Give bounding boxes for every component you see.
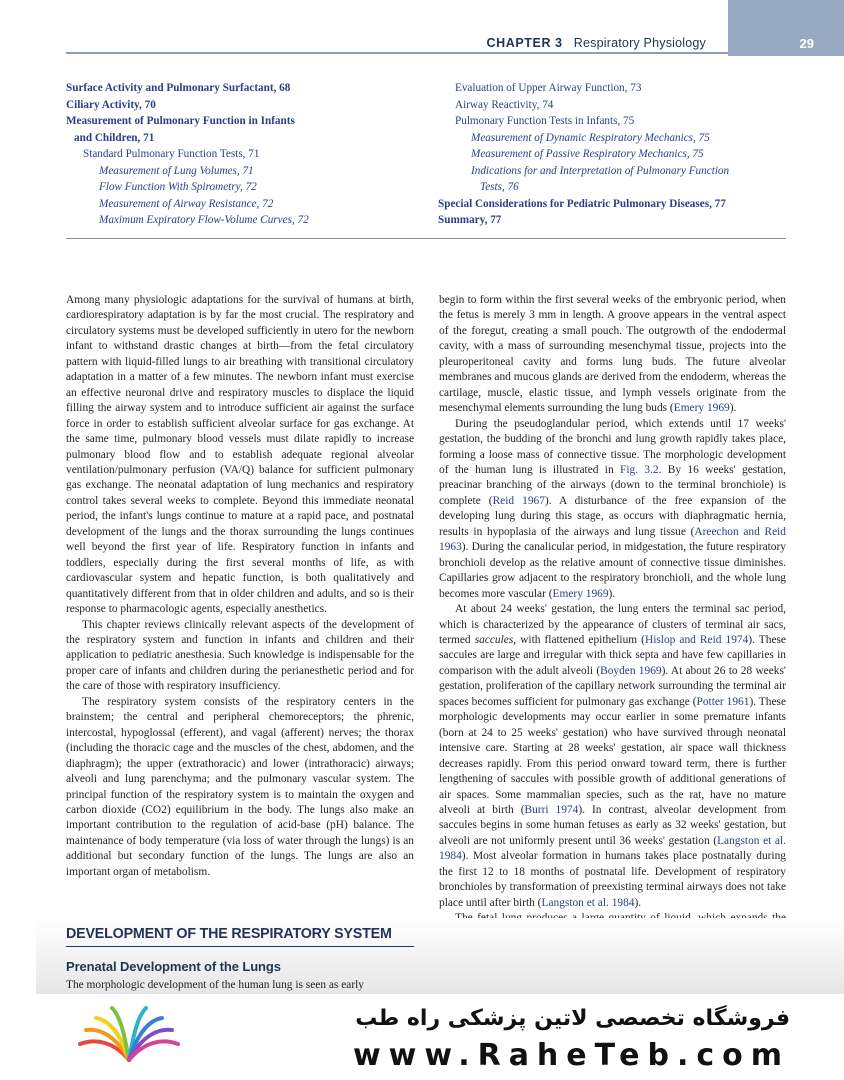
outline-entry[interactable]: Maximum Expiratory Flow-Volume Curves, 72: [99, 214, 309, 226]
citation-link[interactable]: Langston et al. 1984: [541, 896, 635, 909]
page-number-tab: [728, 0, 844, 56]
body-right-column: [439, 293, 786, 957]
paragraph: [439, 293, 786, 417]
text-run: ).: [729, 402, 737, 415]
watermark-footer: [0, 994, 844, 1080]
outline-entry[interactable]: Standard Pulmonary Function Tests, 71: [83, 148, 260, 160]
running-head: [486, 36, 706, 50]
outline-entry[interactable]: Measurement of Passive Respiratory Mechanics, 75: [471, 148, 704, 160]
page-number: 29: [799, 36, 814, 51]
chapter-title: Respiratory Physiology: [573, 36, 706, 50]
chapter-outline: [66, 80, 786, 240]
outline-entry[interactable]: Ciliary Activity, 70: [66, 98, 156, 111]
paragraph: [439, 417, 786, 602]
text-run: ). During the canalicular period, in midgestation, the future respiratory bronchioli develop as the relative amount of connective tissue diminishes. Capillaries grow adjacent to the respiratory bronchioli, and the whole lung becomes more vascular (: [439, 541, 786, 600]
text-run: ). A disturbance of the free expansion of the developing lung during this stage, as occurs with diaphragmatic hernia, results in hypoplasia of the airways and lung tissue (: [439, 494, 786, 538]
watermark-url: www.RaheTeb.com: [352, 1038, 790, 1073]
text-run: , with flattened epithelium (: [513, 633, 645, 646]
outline-entry[interactable]: Special Considerations for Pediatric Pulmonary Diseases, 77: [438, 197, 726, 210]
text-run: . By 16 weeks' gestation, preacinar branching of the airways (down to the terminal bronchiole) is complete (: [439, 463, 786, 507]
outline-entry[interactable]: Measurement of Lung Volumes, 71: [99, 164, 254, 177]
citation-link[interactable]: Emery 1969: [552, 587, 609, 600]
citation-link[interactable]: Boyden 1969: [600, 664, 662, 677]
page-header: [0, 0, 844, 56]
open-book-logo-icon: [74, 1002, 184, 1070]
header-rule: [66, 52, 728, 54]
watermark-text: فروشگاه تخصصی لاتین پزشکی راه طب: [355, 1006, 790, 1031]
emphasis-text: saccules: [474, 633, 514, 646]
text-run: begin to form within the first several weeks of the embryonic period, when the fetus is merely 3 mm in length. A groove appears in the ventral aspect of the foregut, creating a small pouch. The outgrowth of the endodermal cavity, with a mass of surrounding mesenchymal tissue, projects into the pleuroperitoneal cavity and forms lung buds. The future alveolar membranes and mucous glands are derived from the endoderm, whereas the cartilage, muscle, elastic tissue, and lymph vessels originate from the mesenchymal elements surrounding the lung buds (: [439, 294, 786, 415]
text-run: The respiratory system consists of the respiratory centers in the brainstem; the central and peripheral chemoreceptors; the phrenic, intercostal, hypoglossal (efferent), and vagal (afferent) nerves; the thorax (including the thoracic cage and the muscles of the chest, abdomen, and the diaphragm); the upper (extrathoracic) and lower (intrathoracic) airways; alveoli and lung parenchyma; and the pulmonary vascular system. The principal function of the respiratory system is to maintain the oxygen and carbon dioxide (CO2) equilibrium in the body. The lungs also make an important contribution to the regulation of acid-base (pH) balance. The maintenance of body temperature (via loss of water through the lungs) is an additional but secondary function of the lungs. The lungs are also an important organ of metabolism.: [66, 695, 414, 878]
section-heading: DEVELOPMENT OF THE RESPIRATORY SYSTEM: [66, 926, 414, 947]
citation-link[interactable]: Langston et al. 1984: [439, 834, 786, 863]
text-run: Among many physiologic adaptations for the survival of humans at birth, cardiorespiratory adaptation is by far the most crucial. The respiratory and circulatory systems must be developed sufficiently in utero for the newborn infant to withstand drastic changes at birth—from the fetal circulatory pattern with liquid-filled lungs to air breathing with transitional circulatory adaptation in a matter of a few minutes. The newborn infant must exercise an effective neuronal drive and respiratory muscles to displace the liquid filling the airway system and to introduce sufficient air against the surface force in order to establish sufficient alveolar surface for gas exchange. At the same time, pulmonary blood vessels must dilate rapidly to increase pulmonary blood flow and to establish adequate regional alveolar ventilation/pulmonary perfusion (VA/Q) balance for sufficient pulmonary gas exchange. The neonatal adaptation of lung mechanics and respiratory control takes several weeks to complete. Beyond this immediate neonatal period, the infant's lungs continue to mature at a rapid pace, and postnatal development of the lungs and the thorax surrounding the lungs continues well beyond the first year of life. Respiratory function in infants and toddlers, especially during the first several months of life, as with cardiovascular system and hepatic function, is both qualitatively and quantitatively different from that in older children and adults, and so is their response to pharmacologic agents, especially anesthetics.: [66, 294, 414, 616]
paragraph: [439, 602, 786, 911]
paragraph: [66, 618, 414, 695]
paragraph: The morphologic development of the human lung is seen as early: [66, 979, 364, 991]
outline-entry[interactable]: Measurement of Dynamic Respiratory Mechanics, 75: [471, 131, 710, 144]
text-run: ). These saccules are large and irregular with thick septa and have few capillaries in comparison with the adult alveoli (: [439, 633, 786, 677]
outline-entry[interactable]: Surface Activity and Pulmonary Surfactant, 68: [66, 82, 291, 94]
citation-link[interactable]: Burri 1974: [524, 803, 579, 816]
outline-entry[interactable]: Pulmonary Function Tests in Infants, 75: [455, 115, 635, 127]
outline-entry[interactable]: Summary, 77: [438, 214, 502, 226]
text-run: ).: [634, 896, 642, 909]
citation-link[interactable]: Hislop and Reid 1974: [644, 633, 749, 646]
outline-left-column: [66, 80, 396, 229]
outline-entry[interactable]: Evaluation of Upper Airway Function, 73: [455, 82, 642, 94]
outline-entry[interactable]: Flow Function With Spirometry, 72: [99, 181, 257, 193]
text-run: This chapter reviews clinically relevant aspects of the development of the respiratory system and function in infants and children and their application to pediatric anesthesia. Such knowledge is indispensable for the proper care of infants and children during the perianesthetic period and for the care of those with respiratory insufficiency.: [66, 618, 414, 693]
section-development: [66, 926, 414, 993]
citation-link[interactable]: Emery 1969: [673, 402, 730, 415]
paragraph: [66, 293, 414, 618]
paragraph: [66, 695, 414, 880]
text-run: During the pseudoglandular period, which extends until 17 weeks' gestation, the budding of the bronchi and lung growth rapidly takes place, forming a loose mass of connective tissue. The morphologic development of the human lung is illustrated in: [439, 417, 786, 476]
outline-entry[interactable]: Tests, 76: [480, 181, 519, 193]
outline-entry[interactable]: Measurement of Pulmonary Function in Infants: [66, 115, 295, 127]
citation-link[interactable]: Areechon and Reid 1963: [439, 525, 786, 554]
text-run: ). At about 26 to 28 weeks' gestation, proliferation of the capillary network surrounding the terminal air spaces becomes sufficient for pulmonary gas exchange (: [439, 664, 786, 708]
citation-link[interactable]: Fig. 3.2: [620, 463, 659, 476]
outline-entry[interactable]: Indications for and Interpretation of Pulmonary Function: [471, 164, 730, 177]
text-run: ). Most alveolar formation in humans takes place postnatally during the first 12 to 18 months of postnatal life. Development of respiratory bronchioles by transformation of preexisting terminal airways does not take place until after birth (: [439, 850, 786, 909]
text-run: ).: [608, 587, 616, 600]
text-run: ). In contrast, alveolar development from saccules begins in some human fetuses as early as 32 weeks' gestation, but alveoli are not uniformly present until 36 weeks' gestation (: [439, 803, 786, 847]
subsection-heading: Prenatal Development of the Lungs: [66, 959, 281, 974]
outline-entry[interactable]: Airway Reactivity, 74: [455, 98, 554, 111]
outline-right-column: [438, 80, 786, 229]
citation-link[interactable]: Potter 1961: [696, 695, 750, 708]
text-run: ). These morphologic developments may occur earlier in some premature infants (born at 24 to 25 weeks' gestation) who have survived through neonatal intensive care. Starting at 28 weeks' gestation, air space wall thickness decreases rapidly. From this period onward toward term, there is further lengthening of saccules with possible growth of additional generations of air spaces. Some mammalian species, such as the rat, have no mature alveoli at birth (: [439, 695, 786, 816]
outline-entry[interactable]: and Children, 71: [74, 131, 155, 144]
chapter-label: CHAPTER 3: [486, 36, 563, 50]
citation-link[interactable]: Reid 1967: [492, 494, 545, 507]
outline-entry[interactable]: Measurement of Airway Resistance, 72: [99, 197, 274, 210]
body-left-column: [66, 293, 414, 880]
text-run: At about 24 weeks' gestation, the lung enters the terminal sac period, which is characterized by the appearance of clusters of terminal air sacs, termed: [439, 603, 786, 646]
outline-divider: [66, 238, 786, 239]
